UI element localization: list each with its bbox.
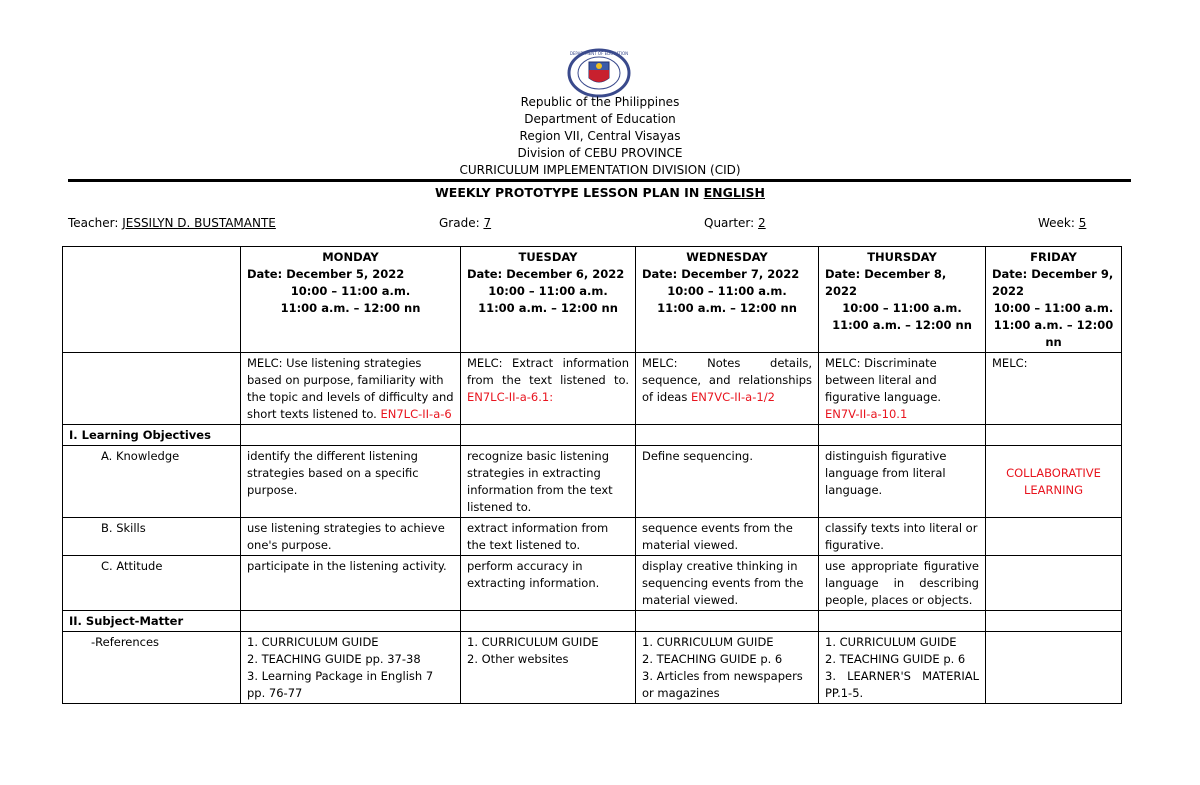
melc-thursday — [819, 353, 986, 425]
reference-item: 2. TEACHING GUIDE p. 6 — [642, 652, 783, 666]
empty-cell — [461, 611, 636, 632]
melc-tuesday — [461, 353, 636, 425]
monday-header — [241, 247, 461, 353]
friday-name: FRIDAY — [1030, 250, 1077, 264]
tuesday-header — [461, 247, 636, 353]
skills-thursday: classify texts into literal or figurative. — [819, 518, 986, 556]
empty-cell — [461, 425, 636, 446]
title-subject: ENGLISH — [703, 185, 765, 200]
page-title — [0, 185, 1200, 200]
seal-lettering: DEPARTMENT OF EDUCATION — [569, 51, 629, 56]
references-wednesday — [636, 632, 819, 704]
quarter-label: Quarter: — [704, 216, 759, 230]
friday-date: Date: December 9, 2022 — [992, 267, 1114, 298]
reference-item: 2. TEACHING GUIDE pp. 37-38 — [247, 652, 421, 666]
tuesday-time1: 10:00 – 11:00 a.m. — [488, 284, 608, 298]
skills-label: B. Skills — [63, 518, 241, 556]
week-value: 5 — [1078, 216, 1087, 230]
attitude-monday: participate in the listening activity. — [241, 556, 461, 611]
thursday-time1: 10:00 – 11:00 a.m. — [842, 301, 962, 315]
attitude-label: C. Attitude — [63, 556, 241, 611]
knowledge-wednesday: Define sequencing. — [636, 446, 819, 518]
wednesday-time2: 11:00 a.m. – 12:00 nn — [657, 301, 797, 315]
header-region: Region VII, Central Visayas — [519, 129, 681, 143]
teacher-info — [68, 216, 276, 230]
melc-thursday-code: EN7V-II-a-10.1 — [825, 407, 908, 421]
melc-monday — [241, 353, 461, 425]
header-department: Department of Education — [524, 112, 676, 126]
objectives-row — [63, 425, 1122, 446]
reference-item: 3. LEARNER'S MATERIAL PP.1-5. — [825, 669, 979, 700]
knowledge-friday: COLLABORATIVE LEARNING — [986, 446, 1122, 518]
references-tuesday — [461, 632, 636, 704]
empty-cell — [636, 611, 819, 632]
reference-item: 1. CURRICULUM GUIDE — [467, 635, 599, 649]
thursday-time2: 11:00 a.m. – 12:00 nn — [832, 318, 972, 332]
empty-cell — [241, 611, 461, 632]
melc-row — [63, 353, 1122, 425]
teacher-name: JESSILYN D. BUSTAMANTE — [122, 216, 276, 230]
skills-tuesday: extract information from the text listened to. — [461, 518, 636, 556]
reference-item: 1. CURRICULUM GUIDE — [642, 635, 774, 649]
quarter-info — [704, 216, 766, 230]
subject-matter-row — [63, 611, 1122, 632]
header-cid: CURRICULUM IMPLEMENTATION DIVISION (CID) — [459, 163, 741, 177]
friday-header — [986, 247, 1122, 353]
attitude-row — [63, 556, 1122, 611]
knowledge-monday: identify the different listening strategies based on a specific purpose. — [241, 446, 461, 518]
references-monday — [241, 632, 461, 704]
empty-cell — [636, 425, 819, 446]
knowledge-row — [63, 446, 1122, 518]
blank-header-cell — [63, 247, 241, 353]
monday-time2: 11:00 a.m. – 12:00 nn — [280, 301, 421, 315]
skills-wednesday: sequence events from the material viewed. — [636, 518, 819, 556]
melc-thursday-text: MELC: Discriminate between literal and figurative language. — [825, 356, 942, 404]
attitude-wednesday: display creative thinking in sequencing events from the material viewed. — [636, 556, 819, 611]
empty-cell — [986, 518, 1122, 556]
empty-cell — [819, 611, 986, 632]
deped-seal-icon — [565, 48, 633, 98]
reference-item: 1. CURRICULUM GUIDE — [247, 635, 379, 649]
attitude-tuesday: perform accuracy in extracting information. — [461, 556, 636, 611]
grade-info — [439, 216, 491, 230]
quarter-value: 2 — [758, 216, 766, 230]
empty-cell — [819, 425, 986, 446]
reference-item: 2. Other websites — [467, 652, 569, 666]
reference-item: 1. CURRICULUM GUIDE — [825, 635, 957, 649]
friday-time2: 11:00 a.m. – 12:00 nn — [993, 318, 1114, 349]
knowledge-tuesday: recognize basic listening strategies in extracting information from the text listened to. — [461, 446, 636, 518]
empty-cell — [241, 425, 461, 446]
thursday-name: THURSDAY — [867, 250, 937, 264]
empty-cell — [986, 611, 1122, 632]
skills-row — [63, 518, 1122, 556]
thursday-header — [819, 247, 986, 353]
subject-matter-heading: II. Subject-Matter — [63, 611, 241, 632]
friday-time1: 10:00 – 11:00 a.m. — [993, 301, 1114, 315]
wednesday-header — [636, 247, 819, 353]
wednesday-time1: 10:00 – 11:00 a.m. — [667, 284, 787, 298]
grade-value: 7 — [483, 216, 492, 230]
melc-friday: MELC: — [986, 353, 1122, 425]
melc-monday-text: MELC: Use listening strategies based on purpose, familiarity with the topic and levels of difficulty and short texts listened to. — [247, 356, 454, 421]
melc-label-cell — [63, 353, 241, 425]
wednesday-name: WEDNESDAY — [686, 250, 768, 264]
empty-cell — [986, 556, 1122, 611]
monday-name: MONDAY — [322, 250, 379, 264]
day-header-row — [63, 247, 1122, 353]
lesson-plan-table — [62, 246, 1122, 704]
tuesday-date: Date: December 6, 2022 — [467, 267, 625, 281]
title-prefix: WEEKLY PROTOTYPE LESSON PLAN IN — [435, 185, 704, 200]
tuesday-time2: 11:00 a.m. – 12:00 nn — [478, 301, 618, 315]
melc-wednesday-text: MELC: Notes details, sequence, and relationships of ideas — [642, 356, 812, 404]
header-rule-thin — [68, 181, 1131, 182]
references-label: -References — [63, 632, 241, 704]
references-row — [63, 632, 1122, 704]
monday-date: Date: December 5, 2022 — [247, 267, 405, 281]
knowledge-thursday: distinguish figurative language from literal language. — [819, 446, 986, 518]
week-info — [1038, 216, 1086, 230]
empty-cell — [986, 425, 1122, 446]
reference-item: 3. Learning Package in English 7 pp. 76-77 — [247, 669, 434, 700]
references-thursday — [819, 632, 986, 704]
empty-cell — [986, 632, 1122, 704]
knowledge-label: A. Knowledge — [63, 446, 241, 518]
attitude-thursday: use appropriate figurative language in describing people, places or objects. — [819, 556, 986, 611]
header-republic: Republic of the Philippines — [520, 95, 680, 109]
melc-tuesday-code: EN7LC-II-a-6.1: — [467, 390, 554, 404]
wednesday-date: Date: December 7, 2022 — [642, 267, 800, 281]
reference-item: 3. Articles from newspapers or magazines — [642, 669, 803, 700]
skills-monday: use listening strategies to achieve one's purpose. — [241, 518, 461, 556]
thursday-date: Date: December 8, 2022 — [825, 267, 947, 298]
grade-label: Grade: — [439, 216, 484, 230]
melc-tuesday-text: MELC: Extract information from the text listened to. — [467, 356, 629, 387]
melc-monday-code: EN7LC-II-a-6 — [380, 407, 452, 421]
reference-item: 2. TEACHING GUIDE p. 6 — [825, 652, 966, 666]
melc-wednesday — [636, 353, 819, 425]
week-label: Week: — [1038, 216, 1079, 230]
tuesday-name: TUESDAY — [518, 250, 578, 264]
teacher-label: Teacher: — [68, 216, 123, 230]
header-division: Division of CEBU PROVINCE — [517, 146, 683, 160]
monday-time1: 10:00 – 11:00 a.m. — [290, 284, 411, 298]
objectives-heading: I. Learning Objectives — [63, 425, 241, 446]
melc-wednesday-code: EN7VC-II-a-1/2 — [691, 390, 775, 404]
